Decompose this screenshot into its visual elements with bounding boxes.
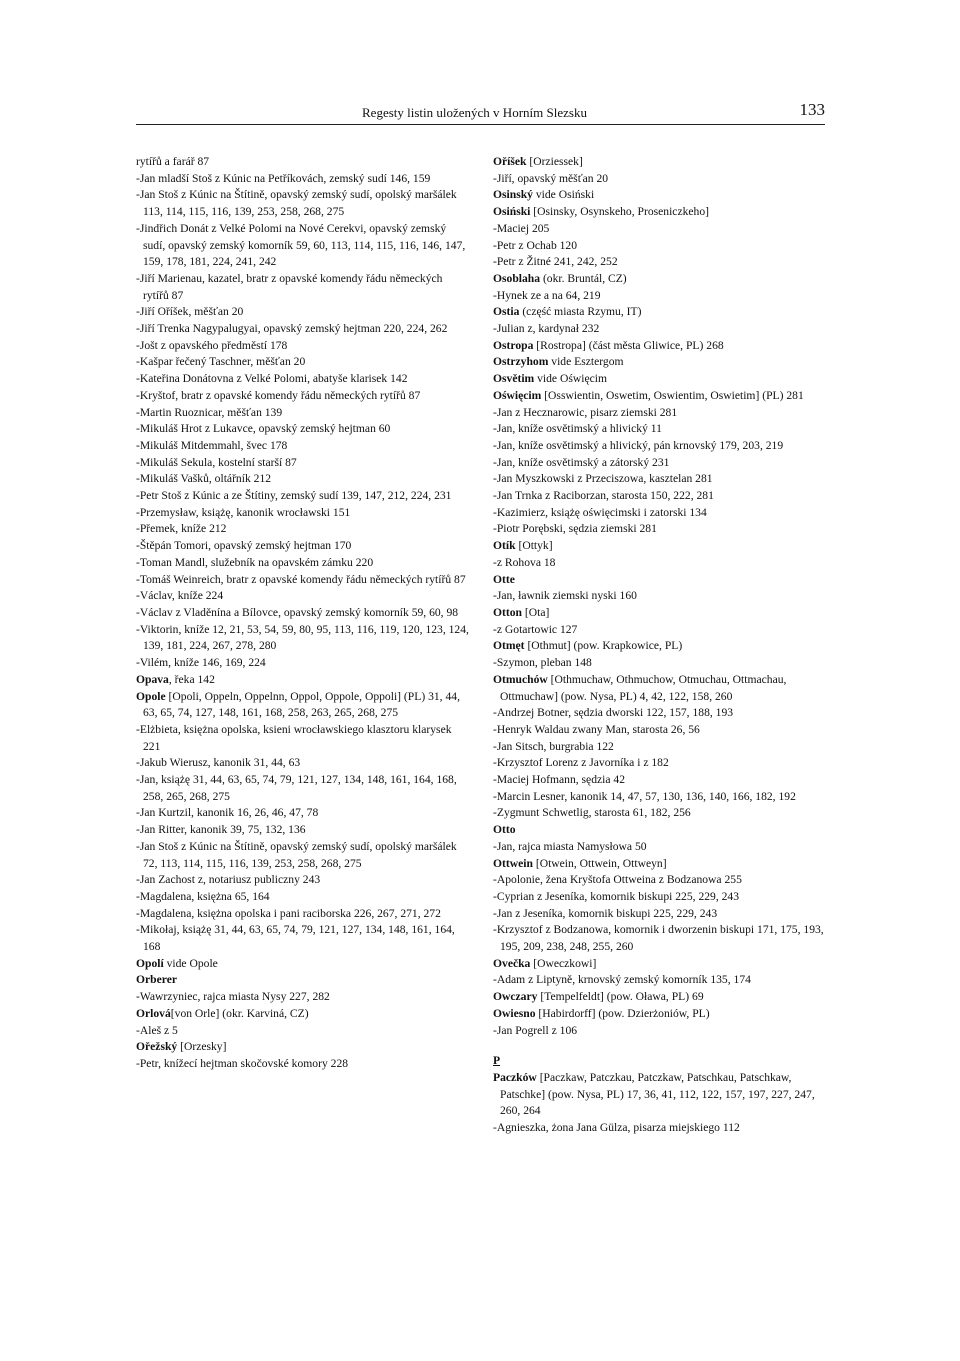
index-subentry bbox=[493, 872, 825, 889]
headword: Ostropa bbox=[493, 338, 534, 352]
entry-text: vide Opole bbox=[163, 956, 218, 970]
entry-text: -Petr Stoš z Kúnic a ze Štítiny, zemský sudí 139, 147, 212, 224, 231 bbox=[136, 489, 452, 503]
entry-text: -Jan Trnka z Raciborzan, starosta 150, 222, 281 bbox=[493, 489, 714, 503]
index-subentry bbox=[493, 221, 825, 238]
entry-text: -Krzysztof z Bodzanowa, komornik i dworzenin biskupi 171, 175, 193, 195, 209, 238, 248, 255, 260 bbox=[493, 923, 824, 954]
entry-text: -Jan Ritter, kanonik 39, 75, 132, 136 bbox=[136, 823, 306, 837]
index-headword-entry bbox=[493, 354, 825, 371]
headword: Otto bbox=[493, 823, 516, 837]
entry-text: rytířů a farář 87 bbox=[136, 155, 210, 168]
entry-text: -Elżbieta, księżna opolska, ksieni wrocławskiego klasztoru klarysek 221 bbox=[136, 722, 452, 753]
entry-text: -Cyprian z Jeseníka, komornik biskupi 225, 229, 243 bbox=[493, 889, 740, 903]
headword: Ostia bbox=[493, 305, 520, 319]
entry-text: -Štěpán Tomori, opavský zemský hejtman 170 bbox=[136, 539, 352, 553]
headword: Orlová bbox=[136, 1006, 171, 1020]
index-subentry bbox=[493, 705, 825, 722]
entry-text: [Tempelfeldt] (pow. Oława, PL) 69 bbox=[537, 990, 704, 1004]
entry-text: -Kazimierz, książę oświęcimski i zatorski 134 bbox=[493, 505, 707, 519]
entry-text: [Rostropa] (část města Gliwice, PL) 268 bbox=[533, 338, 724, 352]
entry-text: -Jan, kníže osvětimský a hlivický, pán krnovský 179, 203, 219 bbox=[493, 438, 784, 452]
index-subentry bbox=[136, 455, 470, 472]
index-subentry bbox=[493, 922, 825, 955]
entry-text: -Kryštof, bratr z opavské komendy řádu německých rytířů 87 bbox=[136, 388, 421, 402]
headword: Osoblaha bbox=[493, 271, 541, 285]
headword: Osiński bbox=[493, 205, 531, 219]
page-number: 133 bbox=[799, 100, 825, 119]
index-subentry bbox=[136, 989, 470, 1006]
index-subentry bbox=[136, 772, 470, 805]
headword: Otík bbox=[493, 539, 516, 553]
index-headword-entry bbox=[493, 638, 825, 655]
index-subentry bbox=[136, 572, 470, 589]
running-title: Regesty listin uložených v Horním Slezsku bbox=[362, 105, 587, 120]
entry-text: -Přemek, kníže 212 bbox=[136, 522, 227, 536]
index-subentry bbox=[136, 488, 470, 505]
page-header bbox=[136, 100, 825, 125]
headword: Owczary bbox=[493, 990, 538, 1004]
entry-text: -Julian z, kardynał 232 bbox=[493, 322, 600, 336]
entry-text: (okr. Bruntál, CZ) bbox=[540, 271, 627, 285]
entry-text: -Mikołaj, książę 31, 44, 63, 65, 74, 79, 121, 127, 134, 148, 161, 164, 168 bbox=[136, 923, 455, 954]
entry-text: -Mikuláš Vašků, oltářník 212 bbox=[136, 472, 272, 486]
entry-text: -Aleš z 5 bbox=[136, 1023, 178, 1037]
index-subentry bbox=[136, 538, 470, 555]
entry-text: -Václav z Vladěnína a Bílovce, opavský zemský komorník 59, 60, 98 bbox=[136, 605, 459, 619]
index-subentry bbox=[136, 622, 470, 655]
headword: Opole bbox=[136, 689, 166, 703]
entry-text: vide Osiński bbox=[532, 188, 595, 202]
index-headword-entry bbox=[493, 187, 825, 204]
index-headword-entry bbox=[493, 304, 825, 321]
entry-text: -Apolonie, žena Kryštofa Ottweina z Bodzanowa 255 bbox=[493, 873, 742, 887]
index-subentry bbox=[136, 471, 470, 488]
entry-text: -Jošt z opavského předměstí 178 bbox=[136, 338, 288, 352]
entry-text: -Magdalena, księżna opolska i pani raciborska 226, 267, 271, 272 bbox=[136, 906, 441, 920]
index-subentry bbox=[493, 772, 825, 789]
index-subentry bbox=[493, 471, 825, 488]
entry-text: -Václav, kníže 224 bbox=[136, 589, 224, 603]
index-subentry bbox=[136, 171, 470, 188]
entry-text: -z Rohova 18 bbox=[493, 555, 556, 569]
index-subentry bbox=[136, 722, 470, 755]
index-subentry bbox=[493, 655, 825, 672]
entry-text: [Ota] bbox=[521, 605, 550, 619]
index-subentry bbox=[136, 922, 470, 955]
index-headword-entry bbox=[493, 605, 825, 622]
entry-text: -Toman Mandl, služebník na opavském zámku 220 bbox=[136, 555, 374, 569]
index-subentry bbox=[493, 588, 825, 605]
headword: Owiesno bbox=[493, 1006, 536, 1020]
entry-text: -Piotr Porębski, sędzia ziemski 281 bbox=[493, 522, 657, 536]
headword: Ostrzyhom bbox=[493, 355, 549, 369]
index-subentry bbox=[493, 405, 825, 422]
entry-text: -Jan Myszkowski z Przeciszowa, kasztelan 281 bbox=[493, 472, 713, 486]
entry-text: -Jiří Marienau, kazatel, bratr z opavské komendy řádu německých rytířů 87 bbox=[136, 271, 443, 302]
entry-text: [von Orle] (okr. Karviná, CZ) bbox=[170, 1006, 309, 1020]
index-subentry bbox=[136, 906, 470, 923]
headword: Paczków bbox=[493, 1070, 537, 1084]
index-subentry bbox=[136, 822, 470, 839]
index-subentry bbox=[493, 288, 825, 305]
entry-text: -Kašpar řečený Taschner, měšťan 20 bbox=[136, 355, 306, 369]
index-headword-entry bbox=[136, 956, 470, 973]
index-subentry bbox=[493, 739, 825, 756]
entry-text: -Jan Sitsch, burgrabia 122 bbox=[493, 739, 614, 753]
entry-text: -Petr, knížecí hejtman skočovské komory 228 bbox=[136, 1056, 349, 1070]
entry-text: -Martin Ruoznicar, měšťan 139 bbox=[136, 405, 283, 419]
headword: Ottwein bbox=[493, 856, 533, 870]
entry-text: -Jan Stoš z Kúnic na Štítině, opavský zemský sudí, opolský maršálek 113, 114, 115, 116, 139, 253, 258, 268, 275 bbox=[136, 188, 457, 219]
index-subentry bbox=[493, 839, 825, 856]
entry-text: -Maciej 205 bbox=[493, 221, 550, 235]
section-letter bbox=[493, 1053, 825, 1070]
index-subentry bbox=[493, 505, 825, 522]
index-subentry bbox=[493, 171, 825, 188]
index-subentry bbox=[136, 438, 470, 455]
entry-text: -Jan mladší Stoš z Kúnic na Petříkovách, zemský sudí 146, 159 bbox=[136, 171, 431, 185]
entry-text: [Otwein, Ottwein, Ottweyn] bbox=[532, 856, 667, 870]
headword: Opolí bbox=[136, 956, 164, 970]
entry-text: -Petr z Ochab 120 bbox=[493, 238, 578, 252]
index-subentry bbox=[136, 655, 470, 672]
index-headword-entry bbox=[136, 689, 470, 722]
index-subentry bbox=[136, 521, 470, 538]
index-headword-entry bbox=[493, 371, 825, 388]
entry-text: [Habirdorff] (pow. Dzierżoniów, PL) bbox=[535, 1006, 710, 1020]
headword: Otte bbox=[493, 572, 515, 586]
index-headword-entry bbox=[493, 1070, 825, 1120]
entry-text: -Marcin Lesner, kanonik 14, 47, 57, 130, 136, 140, 166, 182, 192 bbox=[493, 789, 796, 803]
index-subentry bbox=[136, 388, 470, 405]
entry-text: -Wawrzyniec, rajca miasta Nysy 227, 282 bbox=[136, 990, 330, 1004]
entry-text: -Jiří Trenka Nagypalugyai, opavský zemský hejtman 220, 224, 262 bbox=[136, 322, 448, 336]
headword: Opava bbox=[136, 672, 169, 686]
index-headword-entry bbox=[136, 1039, 470, 1056]
index-headword-entry bbox=[493, 271, 825, 288]
index-headword-entry bbox=[136, 672, 470, 689]
index-headword-entry bbox=[493, 572, 825, 589]
index-subentry bbox=[493, 321, 825, 338]
index-subentry bbox=[493, 421, 825, 438]
entry-text: [Osswientin, Oswetim, Oswientim, Oswietim] (PL) 281 bbox=[541, 388, 804, 402]
index-subentry bbox=[136, 421, 470, 438]
index-subentry bbox=[136, 889, 470, 906]
index-subentry bbox=[136, 338, 470, 355]
index-subentry bbox=[136, 872, 470, 889]
index-subentry bbox=[136, 221, 470, 271]
entry-text: -Krzysztof Lorenz z Javorníka i z 182 bbox=[493, 756, 669, 770]
headword: Osinský bbox=[493, 188, 533, 202]
index-subentry bbox=[493, 455, 825, 472]
index-headword-entry bbox=[493, 154, 825, 171]
index-subentry bbox=[136, 371, 470, 388]
index-subentry bbox=[493, 972, 825, 989]
entry-text: [Othmuchaw, Othmuchow, Otmuchau, Ottmachau, Ottmuchaw] (pow. Nysa, PL) 4, 42, 122, 158, 260 bbox=[500, 672, 787, 703]
entry-text: -Jan, kníže osvětimský a hlivický 11 bbox=[493, 422, 662, 436]
index-subentry bbox=[136, 605, 470, 622]
entry-text: -Mikuláš Sekula, kostelní starší 87 bbox=[136, 455, 297, 469]
entry-text: -Jan z Jeseníka, komornik biskupi 225, 229, 243 bbox=[493, 906, 718, 920]
index-headword-entry bbox=[493, 672, 825, 705]
entry-text: -Jan, rajca miasta Namysłowa 50 bbox=[493, 839, 647, 853]
headword: Ořežský bbox=[136, 1040, 178, 1054]
index-subentry bbox=[136, 271, 470, 304]
entry-text: -Maciej Hofmann, sędzia 42 bbox=[493, 773, 625, 787]
entry-text: , řeka 142 bbox=[168, 672, 215, 686]
entry-text: -Szymon, pleban 148 bbox=[493, 656, 592, 670]
index-headword-entry bbox=[493, 956, 825, 973]
index-subentry bbox=[493, 438, 825, 455]
entry-text: -Vilém, kníže 146, 169, 224 bbox=[136, 656, 266, 670]
entry-text: -Andrzej Botner, sędzia dworski 122, 157, 188, 193 bbox=[493, 706, 734, 720]
entry-text: vide Oświęcim bbox=[534, 372, 607, 386]
headword: Otmęt bbox=[493, 639, 525, 653]
index-subentry bbox=[136, 354, 470, 371]
entry-text: -Jiří Oříšek, měšťan 20 bbox=[136, 305, 244, 319]
headword: P bbox=[493, 1054, 501, 1068]
index-column-left bbox=[136, 154, 470, 1073]
index-subentry bbox=[136, 1056, 470, 1073]
index-subentry bbox=[136, 555, 470, 572]
entry-text: -Jan, kníže osvětimský a zátorský 231 bbox=[493, 455, 670, 469]
entry-text: -Viktorin, kníže 12, 21, 53, 54, 59, 80, 95, 113, 116, 119, 120, 123, 124, 139, 181, 224, 267, 278, 280 bbox=[136, 622, 469, 653]
entry-text: [Oweczkowi] bbox=[530, 956, 597, 970]
index-subentry bbox=[493, 521, 825, 538]
entry-text: -Agnieszka, żona Jana Gülza, pisarza miejskiego 112 bbox=[493, 1121, 740, 1135]
index-headword-entry bbox=[493, 204, 825, 221]
entry-text: (część miasta Rzymu, IT) bbox=[519, 305, 642, 319]
index-column-right bbox=[493, 154, 825, 1137]
entry-text: -Jan Zachost z, notariusz publiczny 243 bbox=[136, 873, 321, 887]
index-subentry bbox=[136, 805, 470, 822]
entry-text: -Mikuláš Hrot z Lukavce, opavský zemský hejtman 60 bbox=[136, 422, 391, 436]
entry-text: -Hynek ze a na 64, 219 bbox=[493, 288, 601, 302]
headword: Ovečka bbox=[493, 956, 531, 970]
index-subentry bbox=[136, 839, 470, 872]
entry-text: -Jan Stoš z Kúnic na Štítině, opavský zemský sudí, opolský maršálek 72, 113, 114, 115, 116, 139, 253, 258, 268, 275 bbox=[136, 839, 457, 870]
index-subentry bbox=[493, 906, 825, 923]
headword: Osvětim bbox=[493, 372, 535, 386]
entry-text: -Adam z Liptyně, krnovský zemský komorník 135, 174 bbox=[493, 973, 751, 987]
entry-text: -Mikuláš Mitdemmahl, švec 178 bbox=[136, 438, 288, 452]
entry-text: -Jan z Hecznarowic, pisarz ziemski 281 bbox=[493, 405, 678, 419]
index-subentry bbox=[493, 254, 825, 271]
entry-text: [Paczkaw, Patczkau, Patczkaw, Patschkau, Patschkaw, Patschke] (pow. Nysa, PL) 17, 36, 41, 112, 122, 157, 197, 227, 247, 260, 264 bbox=[500, 1070, 815, 1118]
entry-text: [Ottyk] bbox=[515, 539, 553, 553]
entry-text: -Jan, książę 31, 44, 63, 65, 74, 79, 121, 127, 134, 148, 161, 164, 168, 258, 265, 268, 275 bbox=[136, 773, 457, 803]
index-subentry bbox=[493, 889, 825, 906]
index-subentry bbox=[493, 805, 825, 822]
index-subentry bbox=[136, 187, 470, 220]
index-headword-entry bbox=[136, 972, 470, 989]
index-subentry bbox=[493, 1120, 825, 1137]
entry-text: -Tomáš Weinreich, bratr z opavské komendy řádu německých rytířů 87 bbox=[136, 572, 466, 586]
entry-text: -Zygmunt Schwetlig, starosta 61, 182, 256 bbox=[493, 806, 691, 820]
index-subentry bbox=[493, 488, 825, 505]
index-headword-entry bbox=[493, 388, 825, 405]
index-headword-entry bbox=[493, 822, 825, 839]
index-headword-entry bbox=[136, 1006, 470, 1023]
headword: Oświęcim bbox=[493, 388, 542, 402]
index-subentry bbox=[136, 405, 470, 422]
index-subentry bbox=[493, 622, 825, 639]
index-subentry bbox=[493, 789, 825, 806]
entry-text: [Othmut] (pow. Krapkowice, PL) bbox=[524, 639, 683, 653]
entry-text: -Jiří, opavský měšťan 20 bbox=[493, 171, 609, 185]
entry-text: -Jan Pogrell z 106 bbox=[493, 1023, 578, 1037]
entry-text: -Magdalena, księżna 65, 164 bbox=[136, 889, 270, 903]
index-headword-entry bbox=[493, 856, 825, 873]
entry-text: -Jan Kurtzil, kanonik 16, 26, 46, 47, 78 bbox=[136, 806, 319, 820]
headword: Otmuchów bbox=[493, 672, 548, 686]
entry-text: [Osinsky, Osynskeho, Proseniczkeho] bbox=[530, 205, 709, 219]
index-subentry bbox=[493, 555, 825, 572]
entry-text: -Przemysław, książę, kanonik wrocławski 151 bbox=[136, 505, 351, 519]
index-subentry bbox=[493, 722, 825, 739]
entry-text: -Kateřina Donátovna z Velké Polomi, abatyše klarisek 142 bbox=[136, 372, 408, 386]
entry-text: -z Gotartowic 127 bbox=[493, 622, 578, 636]
index-headword-entry bbox=[493, 989, 825, 1006]
index-subentry bbox=[136, 588, 470, 605]
headword: Oříšek bbox=[493, 155, 527, 168]
entry-text: -Jan, ławnik ziemski nyski 160 bbox=[493, 589, 637, 603]
index-subentry bbox=[493, 755, 825, 772]
entry-text: [Orzesky] bbox=[177, 1040, 227, 1054]
index-headword-entry bbox=[493, 1006, 825, 1023]
index-subentry bbox=[493, 238, 825, 255]
index-headword-entry bbox=[493, 338, 825, 355]
entry-text: [Orziessek] bbox=[526, 155, 583, 168]
headword: Orberer bbox=[136, 973, 177, 987]
index-subentry bbox=[493, 1023, 825, 1040]
index-subentry bbox=[136, 755, 470, 772]
index-subentry bbox=[136, 505, 470, 522]
index-subentry bbox=[136, 1023, 470, 1040]
entry-text: -Henryk Waldau zwany Man, starosta 26, 56 bbox=[493, 722, 700, 736]
entry-text: -Petr z Žitné 241, 242, 252 bbox=[493, 255, 618, 269]
index-subentry bbox=[136, 154, 470, 171]
headword: Otton bbox=[493, 605, 522, 619]
entry-text: -Jindřich Donát z Velké Polomi na Nové Cerekvi, opavský zemský sudí, opavský zemský komorník 59, 60, 113, 114, 115, 116, 146, 147, 159, 178, 181, 224, 241, 242 bbox=[136, 221, 466, 269]
entry-text: [Opoli, Oppeln, Oppelnn, Oppol, Oppole, Oppoli] (PL) 31, 44, 63, 65, 74, 127, 148, 161, 168, 258, 263, 265, 268, 275 bbox=[143, 689, 460, 720]
index-subentry bbox=[136, 304, 470, 321]
index-subentry bbox=[136, 321, 470, 338]
index-headword-entry bbox=[493, 538, 825, 555]
entry-text: vide Esztergom bbox=[548, 355, 624, 369]
entry-text: -Jakub Wierusz, kanonik 31, 44, 63 bbox=[136, 756, 301, 770]
